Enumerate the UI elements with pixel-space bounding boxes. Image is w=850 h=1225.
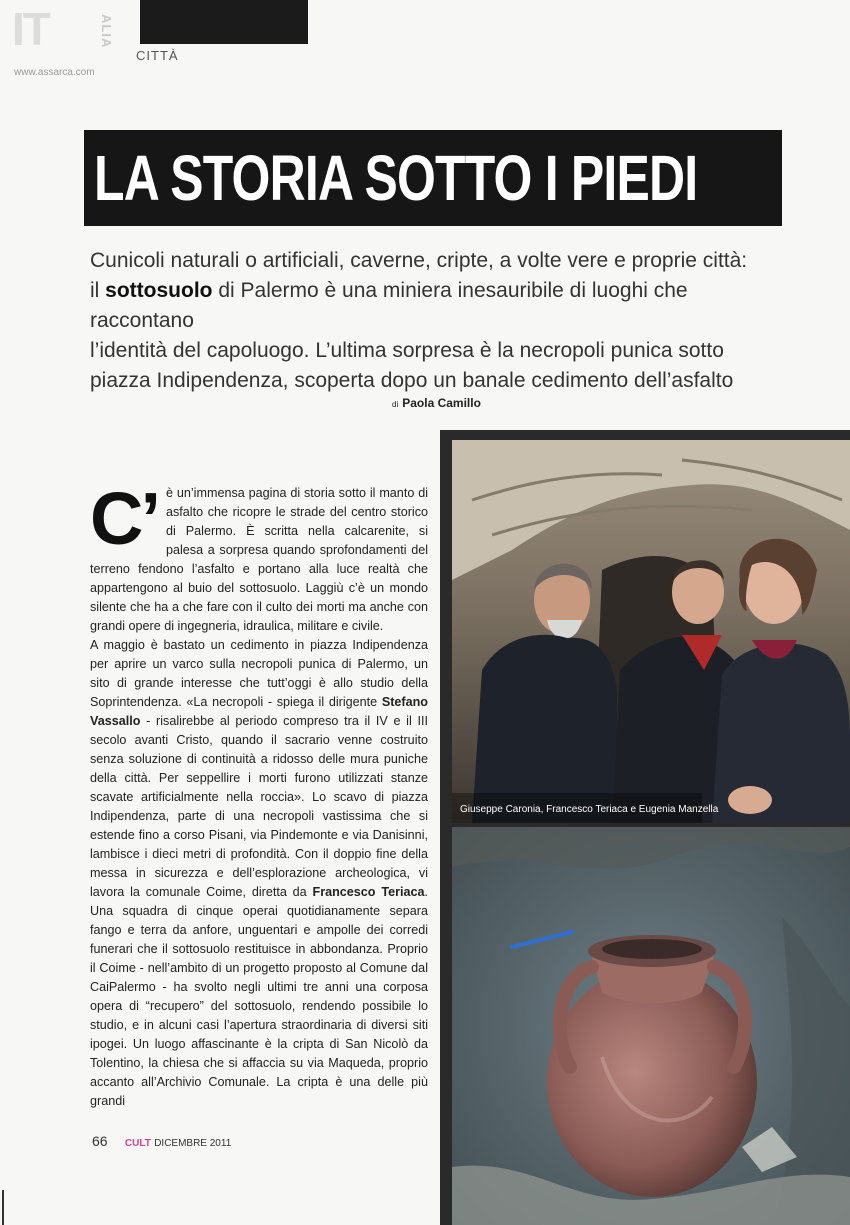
logo-it-text: IT bbox=[12, 3, 49, 55]
magazine-name: CULT bbox=[124, 1138, 151, 1149]
body-paragraph-2 bbox=[90, 636, 428, 1111]
logo-url-text: www.assarca.com bbox=[14, 67, 95, 78]
lead-line-1: Cunicoli naturali o artificiali, caverne, cripte, a volte vere e proprie città: bbox=[90, 249, 748, 272]
lead-line-2 bbox=[90, 276, 790, 336]
lead-line-4: piazza Indipendenza, scoperta dopo un banale cedimento dell’asfalto bbox=[90, 369, 734, 392]
body-paragraph-2-part-a: A maggio è bastato un cedimento in piazza Indipendenza per aprire un varco sulla necropoli punica di Palermo, un sito di grande interesse che tutt’oggi è allo studio della Soprintendenza. «La necropoli - spiega il dirigente bbox=[90, 638, 428, 709]
photo-punic-amphora bbox=[452, 827, 850, 1225]
photo-underground-visitors-image bbox=[452, 440, 850, 823]
header-bar bbox=[140, 0, 308, 44]
site-logo bbox=[10, 4, 140, 80]
photo-punic-amphora-image bbox=[452, 827, 850, 1225]
logo-alia-text: ALIA bbox=[99, 14, 114, 49]
lead-line-2-pre: il bbox=[90, 279, 106, 302]
article-body bbox=[90, 477, 428, 1111]
body-paragraph-2-part-c: . Una squadra di cinque operai quotidianamente separa fango e terra da anfore, unguentari e ampolle dei corredi funerari che il sottosuolo restituisce in abbondanza. Proprio il Coime - nell’ambito di un progetto proposto al Comune dal CaiPalermo - ha svolto negli ultimi tre anni una corposa opera di “recupero” del sottosuolo, rendendo possibile lo studio, e in alcuni casi l’apertura straordinaria di diversi siti ipogei. Un luogo affascinante è la cripta di San Nicolò da Tolentino, la chiesa che si affaccia su via Maqueda, proprio accanto all’Archivio Comunale. La cripta è una delle più grandi bbox=[90, 885, 428, 1108]
byline-prefix: di bbox=[392, 400, 399, 409]
lead-line-3: l’identità del capoluogo. L’ultima sorpresa è la necropoli punica sotto bbox=[90, 339, 724, 362]
photo-panel bbox=[440, 430, 850, 1225]
photo-underground-visitors bbox=[452, 440, 850, 823]
section-label: CITTÀ bbox=[136, 48, 179, 63]
lead-line-2-post: di Palermo è una miniera inesauribile di luoghi che raccontano bbox=[90, 279, 688, 332]
article-lead bbox=[90, 246, 790, 396]
issue-date: DICEMBRE 2011 bbox=[154, 1138, 232, 1149]
page-footer bbox=[92, 1134, 231, 1151]
scan-edge-mark bbox=[2, 1190, 4, 1225]
person-name-vassallo: Stefano Vassallo bbox=[90, 695, 428, 728]
body-paragraph-2-part-b: - risalirebbe al periodo compreso tra il IV e il III secolo avanti Cristo, quando il sacrario venne costruito senza soluzione di continuità a ridosso delle mura puniche della città. Per seppellire i morti furono utilizzati stanze scavate artificialmente nella roccia». Lo scavo di piazza Indipendenza, parte di una necropoli vastissima che si estende fino a corso Pisani, via Pindemonte e via Danisinni, lambisce i dieci metri di profondità. Con il doppio fine della messa in sicurezza e dell’esplorazione archeologica, vi lavora la comunale Coime, diretta da bbox=[90, 714, 428, 899]
drop-cap: C’ bbox=[90, 477, 158, 560]
byline bbox=[392, 396, 481, 412]
person-name-teriaca: Francesco Teriaca bbox=[312, 885, 425, 899]
article-title bbox=[84, 130, 782, 226]
lead-keyword: sottosuolo bbox=[105, 279, 213, 302]
photo-caption: Giuseppe Caronia, Francesco Teriaca e Eugenia Manzella bbox=[460, 804, 719, 815]
article-title-text: LA STORIA SOTTO I PIEDI bbox=[94, 142, 698, 214]
body-paragraph-1 bbox=[90, 477, 428, 636]
byline-author: Paola Camillo bbox=[402, 396, 481, 410]
body-paragraph-1-text: è un’immensa pagina di storia sotto il manto di asfalto che ricopre le strade del centro storico di Palermo. È scritta nella calcarenite, si palesa a sorpresa quando sprofondamenti del terreno fendono l’asfalto e portano alla luce realtà che appartengono al buio del sottosuolo. Laggiù c’è un mondo silente che ha a che fare con il culto dei morti ma anche con grandi opere di ingegneria, idraulica, militare e civile. bbox=[90, 486, 428, 633]
page-number: 66 bbox=[92, 1133, 108, 1149]
